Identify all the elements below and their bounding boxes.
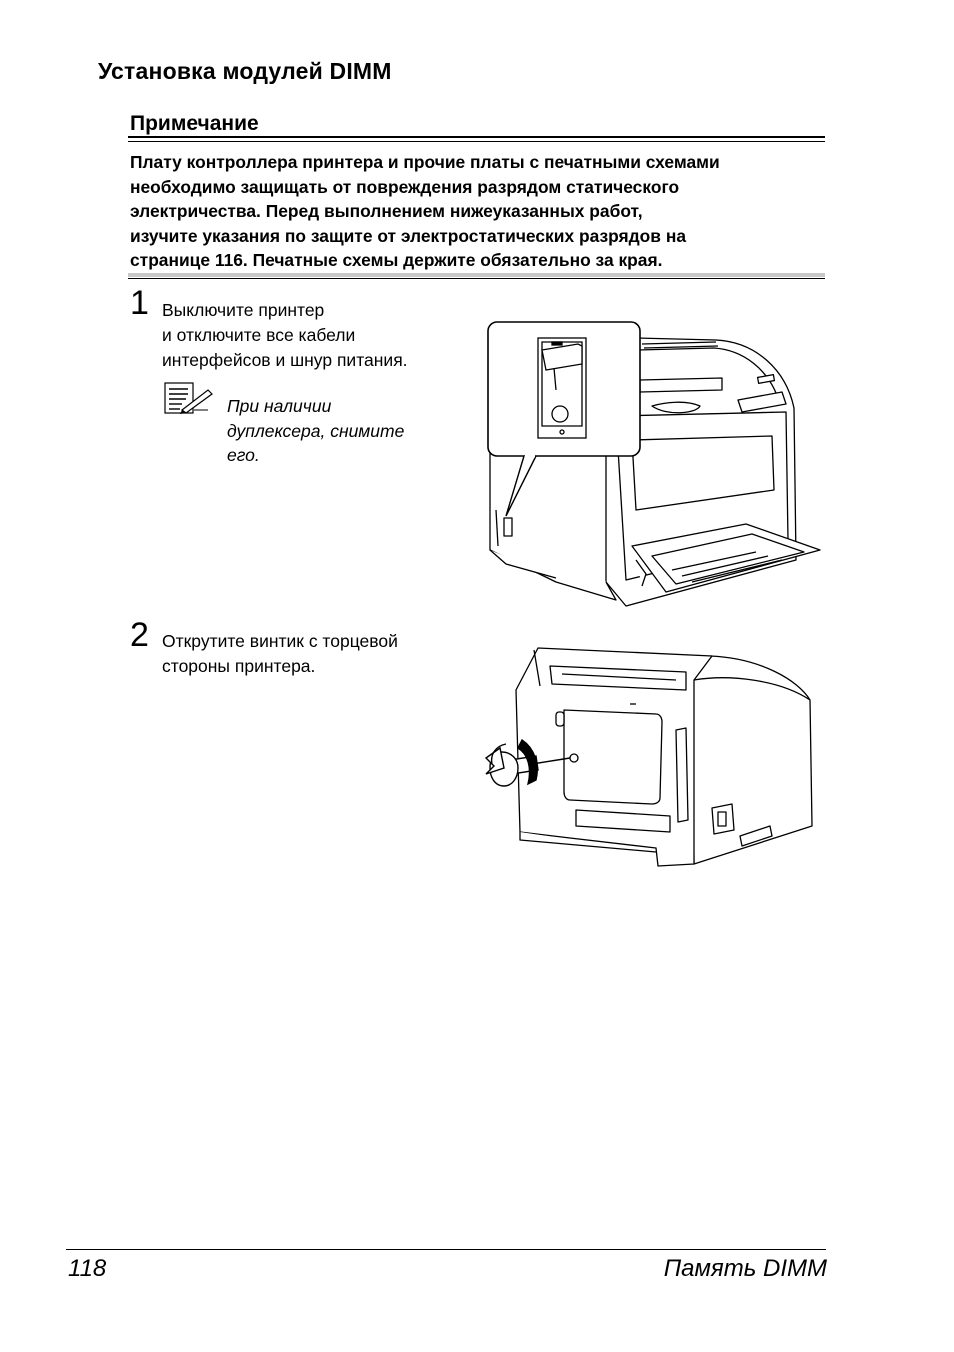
note-body (130, 150, 830, 273)
note-line: изучите указания по защите от электростатических разрядов на (130, 225, 686, 246)
tip-line: При наличии (227, 396, 332, 416)
step-1-number: 1 (130, 284, 149, 322)
step-1-line: и отключите все кабели (162, 325, 356, 345)
note-bottom-rule (128, 278, 825, 279)
step-2-line: Открутите винтик с торцевой (162, 631, 398, 651)
step-2-line: стороны принтера. (162, 656, 316, 676)
step-1-tip (227, 394, 404, 468)
step-1-line: Выключите принтер (162, 300, 325, 320)
note-line: странице 116. Печатные схемы держите обязательно за края. (130, 250, 663, 270)
step-1-text (162, 298, 408, 373)
note-bottom-rule-shade (128, 273, 825, 277)
chapter-title: Память DIMM (663, 1255, 827, 1282)
step-2-number: 2 (130, 616, 149, 654)
step-1-line: интерфейсов и шнур питания. (162, 350, 408, 370)
note-line: необходимо защищать от повреждения разрядом статического (130, 176, 680, 197)
footer-rule (66, 1249, 826, 1250)
tip-line: дуплексера, снимите (227, 420, 405, 441)
printer-rear-screw-illustration (480, 640, 820, 870)
note-line: электричества. Перед выполнением нижеуказанных работ, (130, 201, 643, 221)
note-top-rule-thin (128, 141, 825, 142)
note-line: Плату контроллера принтера и прочие платы с печатными схемами (130, 152, 720, 172)
printer-power-switch-illustration (486, 320, 822, 610)
step-2-text (162, 629, 398, 679)
note-pad-icon (164, 382, 214, 416)
tip-line: его. (227, 445, 260, 465)
note-top-rule (128, 136, 825, 138)
note-heading: Примечание (130, 112, 259, 135)
section-title: Установка модулей DIMM (98, 58, 392, 84)
page-number: 118 (68, 1255, 107, 1282)
